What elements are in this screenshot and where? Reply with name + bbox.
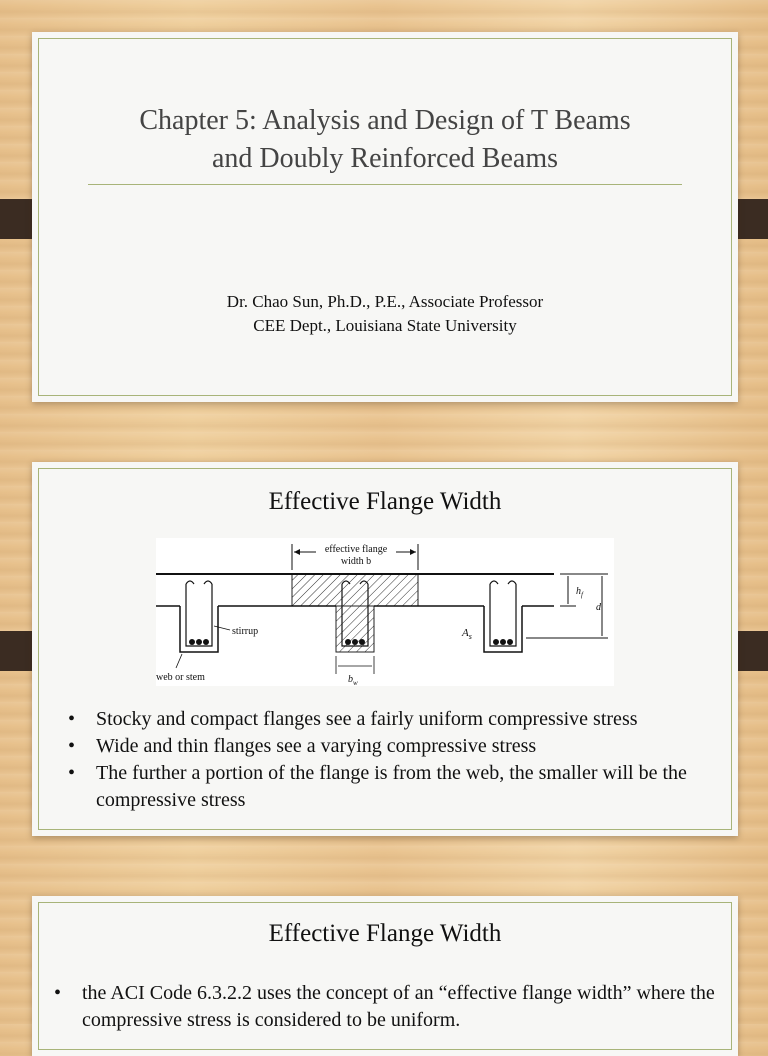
list-item: • the ACI Code 6.3.2.2 uses the concept of an “effective flange width” where the compressive stress is considered to be uniform. xyxy=(54,982,715,1031)
author-line-1: Dr. Chao Sun, Ph.D., P.E., Associate Professor xyxy=(226,292,544,311)
flange-width-slide-2[interactable] xyxy=(32,896,738,1056)
title-line-1: Chapter 5: Analysis and Design of T Beams xyxy=(139,105,631,136)
title-slide[interactable] xyxy=(32,32,738,402)
effective-flange-label: effective flange xyxy=(324,544,388,555)
d-label: d xyxy=(596,602,601,613)
author-line-2: CEE Dept., Louisiana State University xyxy=(253,316,517,335)
author-block xyxy=(32,290,738,338)
slide-title: Effective Flange Width xyxy=(268,488,502,515)
as-label: $A_s$ xyxy=(462,627,472,641)
bullet-list xyxy=(48,980,718,1034)
slide-title xyxy=(32,102,738,178)
title-divider xyxy=(88,184,682,185)
slide-title: Effective Flange Width xyxy=(268,920,502,947)
t-beam-figure xyxy=(156,538,614,686)
width-b-label: width b xyxy=(340,556,372,567)
slide-frame xyxy=(38,38,732,396)
web-or-stem-label: web or stem xyxy=(156,672,205,683)
list-item: • The further a portion of the flange is from the web, the smaller will be the compressive stress xyxy=(68,762,687,811)
title-line-2: and Doubly Reinforced Beams xyxy=(211,143,559,174)
list-item: • Wide and thin flanges see a varying compressive stress xyxy=(68,735,537,757)
stirrup-label: stirrup xyxy=(232,626,259,637)
flange-width-slide[interactable] xyxy=(32,462,738,836)
t-beam-diagram xyxy=(156,538,614,686)
bullet-list xyxy=(62,706,718,814)
effective-flange-hatch xyxy=(292,574,418,606)
hf-label: $h_f$ xyxy=(576,586,583,599)
bw-label: $b_w$ xyxy=(348,674,358,686)
list-item: • Stocky and compact flanges see a fairly uniform compressive stress xyxy=(68,708,638,730)
